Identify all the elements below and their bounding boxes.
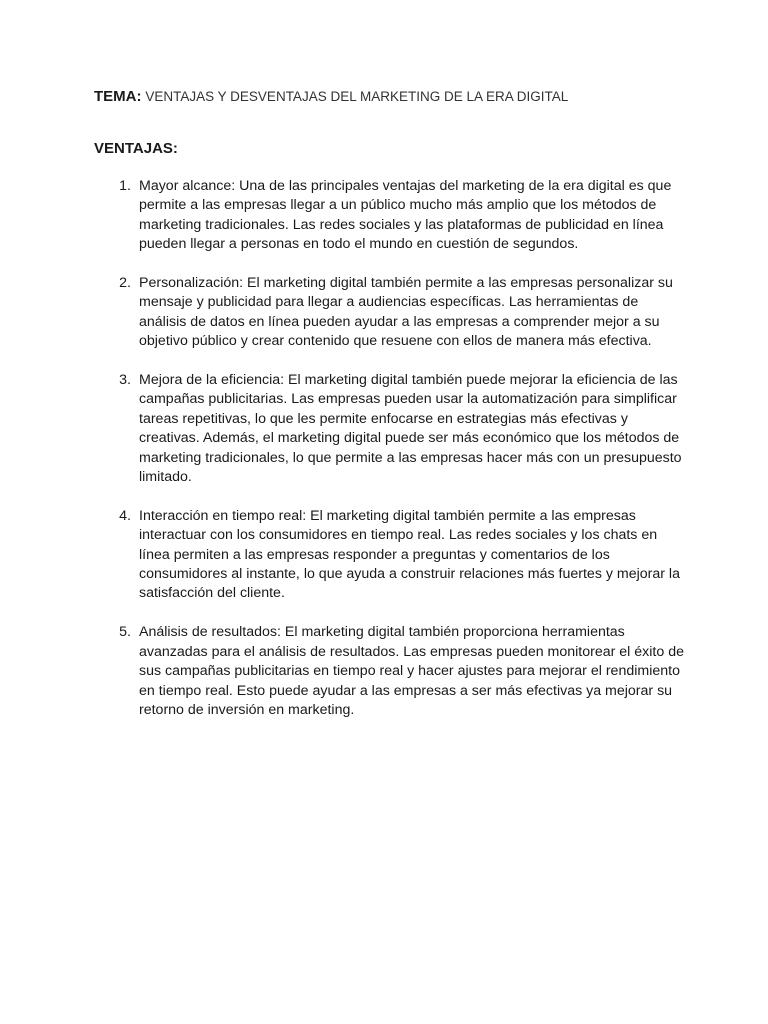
topic-line (94, 86, 568, 107)
list-item-number: 3. (119, 372, 131, 389)
list-item-text: Interacción en tiempo real: El marketing digital también permite a las empresas interactuar con los consumidores en tiempo real. Las redes sociales y los chats en línea permiten a las empresas responder a preguntas y comentarios de los consumidores al instante, lo que ayuda a construir relaciones más fuertes y mejorar la satisfacción del cliente. (139, 507, 680, 602)
list-item-number: 5. (119, 624, 131, 641)
list-item-number: 1. (119, 178, 131, 194)
list-item (94, 274, 684, 352)
list-item-text: Personalización: El marketing digital también permite a las empresas personalizar su mensaje y publicidad para llegar a audiencias específicas. Las herramientas de análisis de datos en línea pueden ayudar a las empresas a comprender mejor a su objetivo público y crear contenido que resuene con ellos de manera más efectiva. (139, 275, 673, 350)
list-item (94, 177, 684, 255)
list-item-number: 2. (119, 275, 131, 292)
list-item (94, 623, 684, 720)
list-item-number: 4. (119, 507, 131, 524)
topic-label: TEMA: (94, 88, 142, 105)
list-item-text: Análisis de resultados: El marketing digital también proporciona herramientas avanzadas para el análisis de resultados. Las empresas pueden monitorear el éxito de sus campañas publicitarias en tiempo real y hacer ajustes para mejorar el rendimiento en tiempo real. Esto puede ayudar a las empresas a ser más efectivas ya mejorar su retorno de inversión en marketing. (139, 624, 684, 718)
list-item-text: Mejora de la eficiencia: El marketing digital también puede mejorar la eficiencia de las campañas publicitarias. Las empresas pueden usar la automatización para simplificar tareas repetitivas, lo que les permite enfocarse en estrategias más efectivas y creativas. Además, el marketing digital puede ser más económico que los métodos de marketing tradicionales, lo que permite a las empresas hacer más con un presupuesto limitado. (139, 372, 682, 486)
list-item-text: Mayor alcance: Una de las principales ventajas del marketing de la era digital es que permite a las empresas llegar a un público mucho más amplio que los métodos de marketing tradicionales. Las redes sociales y las plataformas de publicidad en línea pueden llegar a personas en todo el mundo en cuestión de segundos. (139, 178, 672, 253)
list-item (94, 507, 684, 604)
section-heading-advantages: VENTAJAS: (94, 140, 178, 157)
advantages-list (94, 177, 684, 740)
topic-title: VENTAJAS Y DESVENTAJAS DEL MARKETING DE LA ERA DIGITAL (145, 89, 569, 104)
list-item (94, 371, 684, 487)
